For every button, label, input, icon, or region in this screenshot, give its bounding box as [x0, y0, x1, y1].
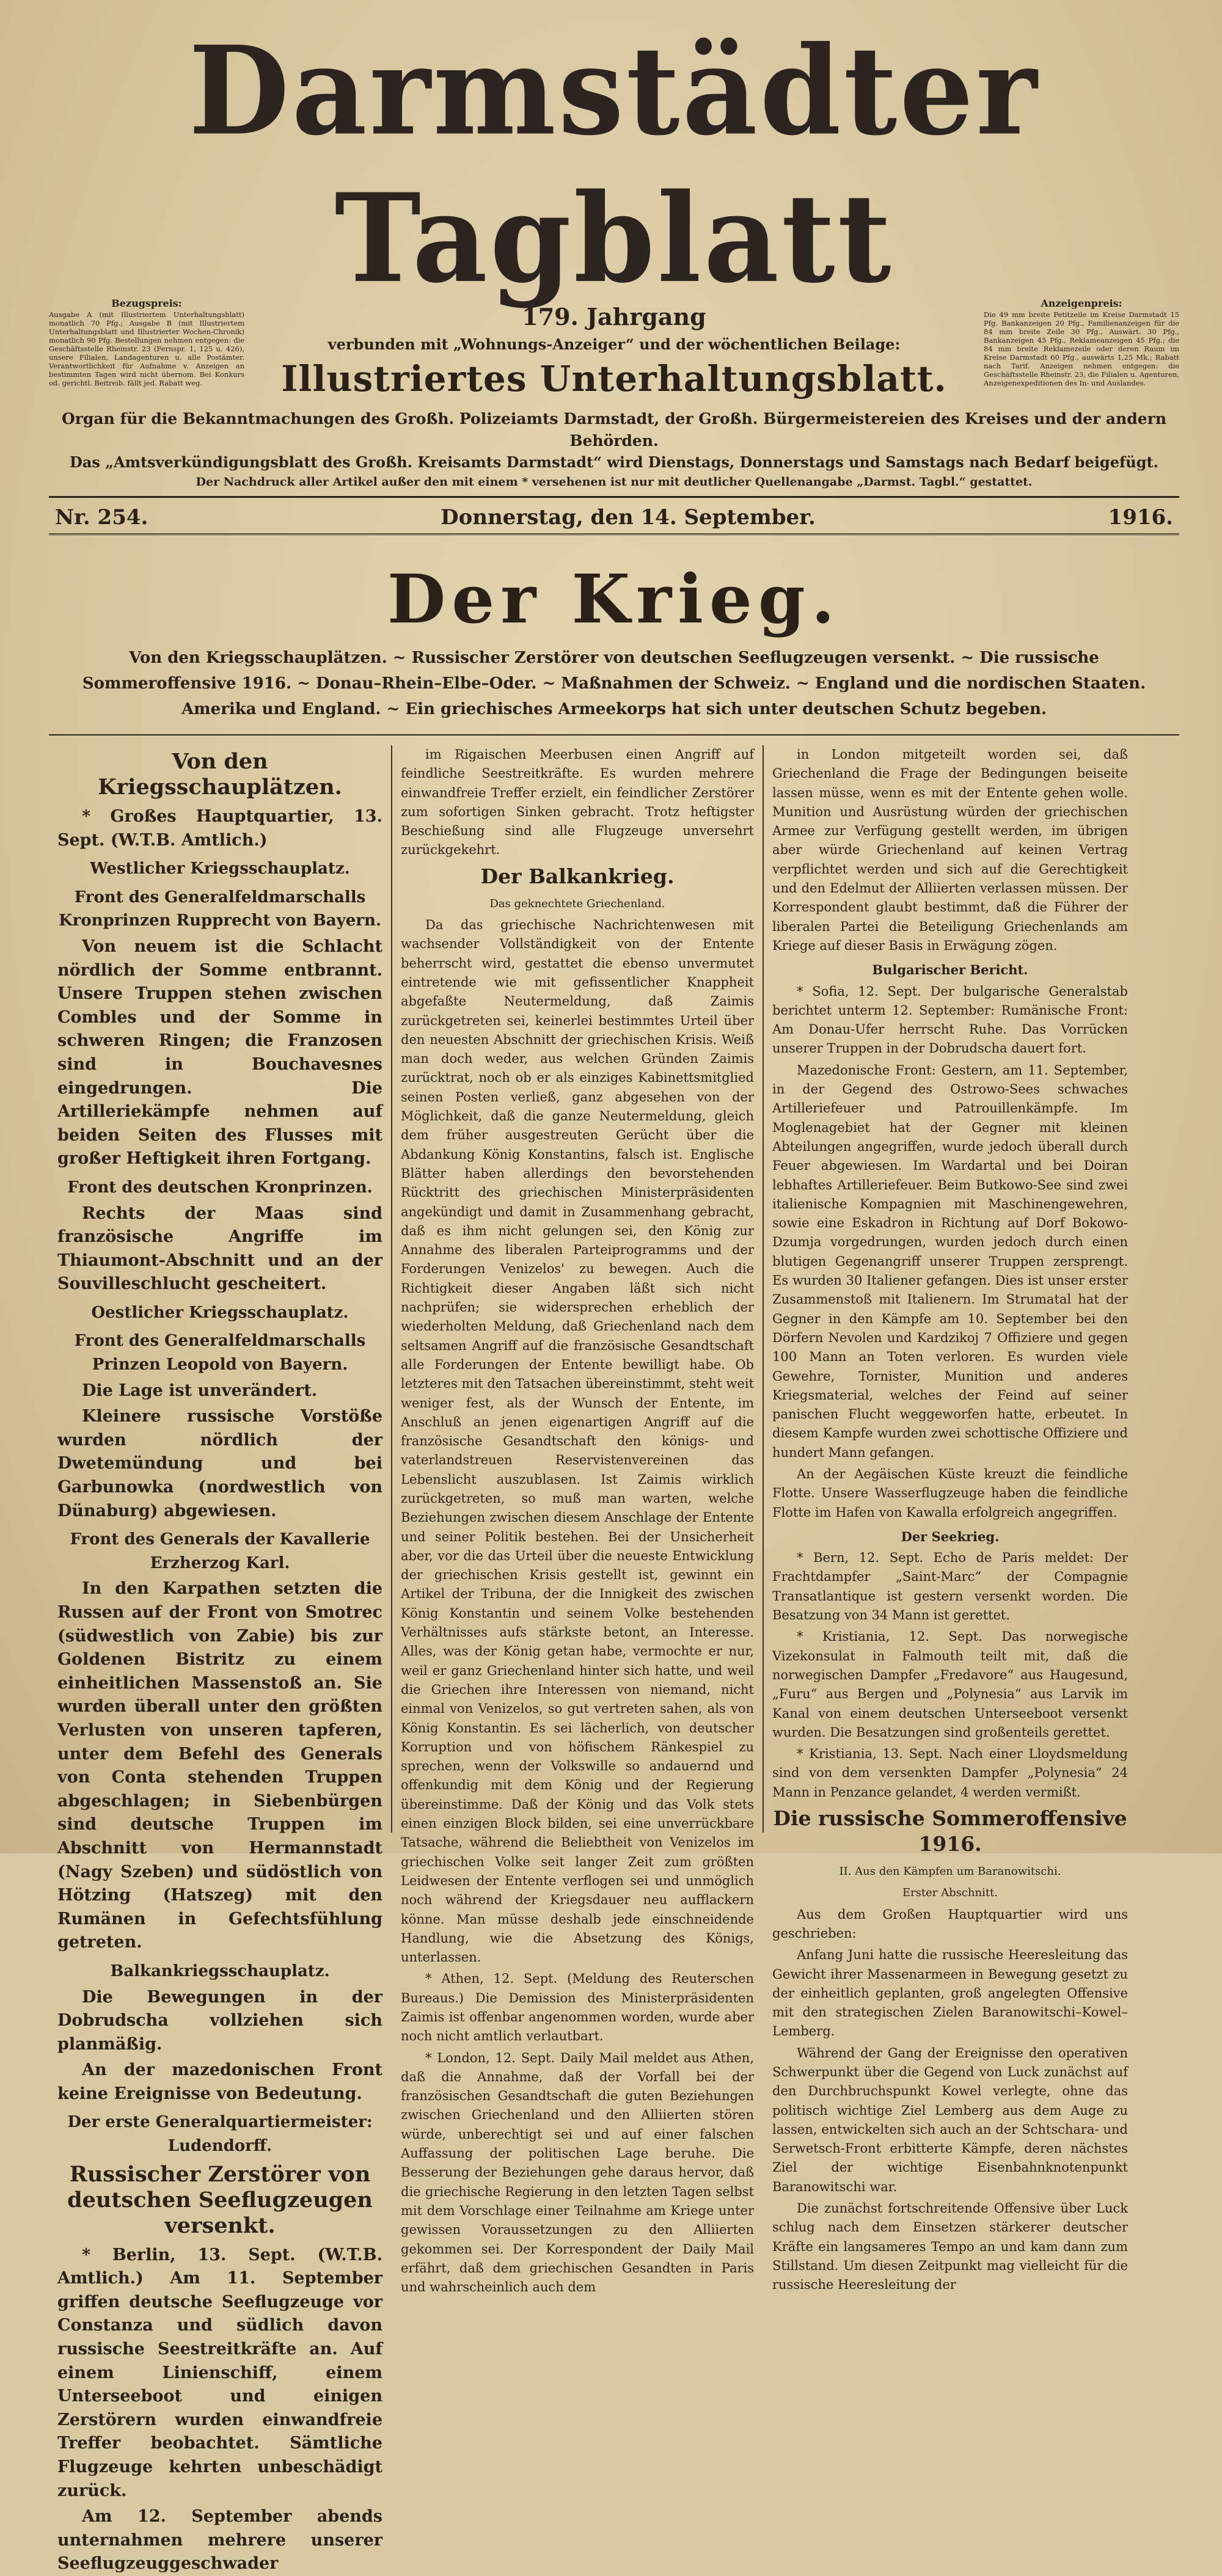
- newspaper-title: Darmstädter Tagblatt: [188, 19, 1040, 310]
- summary-rule: [49, 734, 1179, 735]
- subsection-heading: Front des Generalfeldmarschalls Kronprinzen Rupprecht von Bayern.: [59, 888, 381, 930]
- paragraph: Von neuem ist die Schlacht nördlich der Somme entbrannt. Unsere Truppen stehen zwischen Combles und der Somme in schweren Ringen; die Franzosen sind in Bouchavesnes eingedrungen. Die Artilleriekämpfe nehmen auf beiden Seiten des Flusses mit großer Heftigkeit ihren Fortgang.: [57, 936, 382, 1169]
- issue-date: Donnerstag, den 14. September.: [441, 505, 816, 530]
- subsection-heading: Front des deutschen Kronprinzen.: [67, 1178, 373, 1197]
- section-heading: Der Balkankrieg.: [480, 864, 675, 888]
- section-heading: Der Seekrieg.: [901, 1528, 1000, 1544]
- paragraph: * London, 12. Sept. Daily Mail meldet aus Athen, daß die Annahme, daß der Vorfall bei der französischen Gesandtschaft die guten Beziehungen zwischen Griechenland und den Alliierten stören würde, unberechtigt sei und auf einer falschen Auffassung der politischen Lage beruhe. Die Besserung der Beziehungen gehe daraus hervor, daß die griechische Regierung in den letzten Tagen selbst mit dem Vorschlage einer Teilnahme am Kriege unter gewissen Voraussetzungen zu den Alliierten gekommen sei. Der Korrespondent der Daily Mail erfährt, daß dem griechischen Gesandten in Paris und wahrscheinlich auch dem: [401, 2050, 754, 2295]
- bezugspreis-heading: Bezugspreis:: [111, 297, 182, 309]
- headline-summary: Von den Kriegsschauplätzen. ~ Russischer Zerstörer von deutschen Seeflugzeugen versenkt. ~ Die russische Sommeroffensive 1916. ~ Donau–Rhein–Elbe–Oder. ~ Maßnahmen der Schweiz. ~ England und die nordischen Staaten. Amerika und England. ~ Ein griechisches Armeekorps hat sich unter deutschen Schutz begeben.: [82, 649, 1146, 718]
- column-1: [49, 745, 391, 2574]
- issue-number: Nr. 254.: [55, 505, 148, 530]
- paragraph: * Großes Hauptquartier, 13. Sept. (W.T.B. Amtlich.): [57, 807, 382, 850]
- paragraph: An der Aegäischen Küste kreuzt die feindliche Flotte. Unsere Wasserflugzeuge haben die feindliche Flotte im Hafen von Kawalla erfolgreich angegriffen.: [772, 1466, 1128, 1520]
- paragraph: in London mitgeteilt worden sei, daß Griechenland die Frage der Bedingungen beiseite lassen müsse, wenn es mit der Entente gehen wolle. Munition und Ausrüstung würden der griechischen Armee zur Verfügung gestellt werden, im übrigen aber würde Griechenland auf keinen Vertrag verpflichtet werden und sich auf die Gerechtigkeit und den Edelmut der Alliierten verlassen müssen. Der Korrespondent glaubt bestimmt, daß die Führer der liberalen Partei die Beteiligung Griechenlands am Kriege auf dieser Basis in Erwägung zögen.: [772, 747, 1128, 953]
- anzeigenpreis-box: [984, 299, 1179, 387]
- paragraph: * Sofia, 12. Sept. Der bulgarische Generalstab berichtet unterm 12. September: Rumänische Front: Am Donau-Ufer herrscht Ruhe. Das Vorrücken unserer Truppen in der Dobrudscha dauert fort.: [772, 983, 1128, 1056]
- paragraph: Die Lage ist unverändert.: [82, 1381, 318, 1400]
- subheading: Erster Abschnitt.: [902, 1886, 998, 1900]
- article-columns: [49, 745, 1179, 2574]
- paragraph: * Kristiania, 13. Sept. Nach einer Lloydsmeldung sind von dem versenkten Dampfer „Polynesia“ 24 Mann in Penzance gelandet, 4 werden vermißt.: [772, 1746, 1128, 1800]
- paragraph: * Berlin, 13. Sept. (W.T.B. Amtlich.) Am 11. September griffen deutsche Seeflugzeuge vor Constanza und südlich davon russische Seestreitkräfte an. Auf einem Linienschiff, einem Unterseeboot und einigen Zerstörern wurden einwandfreie Treffer beobachtet. Sämtliche Flugzeuge kehrten unbeschädigt zurück.: [57, 2245, 382, 2500]
- anzeigenpreis-heading: Anzeigenpreis:: [1041, 297, 1122, 309]
- paragraph: Rechts der Maas sind französische Angriffe im Thiaumont-Abschnitt und an der Souvilleschlucht gescheitert.: [57, 1203, 382, 1294]
- section-heading: Von den Kriegsschauplätzen.: [98, 749, 342, 800]
- paragraph: Anfang Juni hatte die russische Heeresleitung das Gewicht ihrer Massenarmeen in Bewegung gesetzt zu der einheitlich geplanten, groß angelegten Offensive mit den strategischen Zielen Baranowitschi–Kowel–Lemberg.: [772, 1947, 1128, 2039]
- signature: Der erste Generalquartiermeister: Ludendorff.: [67, 2113, 373, 2156]
- subsection-heading: Front des Generals der Kavallerie Erzherzog Karl.: [70, 1530, 370, 1572]
- paragraph: Mazedonische Front: Gestern, am 11. September, in der Gegend des Ostrowo-Sees schwaches Artilleriefeuer und Patrouillenkämpfe. Im Moglenagebiet hat der Gegner mit kleinen Abteilungen angegriffen, wurde jedoch überall durch Feuer abgewiesen. Im Wardartal und bei Doiran lebhaftes Artilleriefeuer. Beim Butkowo-See sind zwei italienische Kompagnien mit Maschinengewehren, sowie eine Eskadron in Richtung auf Dorf Bokowo-Dzumja vorgedrungen, wurden jedoch durch einen blutigen Gegenangriff unserer Truppen zersprengt. Es wurden 30 Italiener gefangen. Dies ist unser erster Zusammenstoß mit Italienern. Im Strumatal hat der Gegner in den Kämpfe am 10. September bei den Dörfern Nevolen und Kardzikoj 7 Offiziere und gegen 100 Mann an Toten verloren. Es wurden viele Gewehre, Tornister, Munition und anderes Kriegsmaterial, welches der Feind auf seiner panischen Flucht weggeworfen hatte, erbeutet. In diesem Kampfe wurden zwei schottische Offiziere und hundert Mann gefangen.: [772, 1062, 1128, 1460]
- organ-line: Organ für die Bekanntmachungen des Großh. Polizeiamts Darmstadt, der Großh. Bürgermeistereien des Kreises und der andern Behörden.: [61, 410, 1167, 450]
- issue-year: 1916.: [1108, 505, 1173, 530]
- nachdruck-line: Der Nachdruck aller Artikel außer den mit einem * versehenen ist nur mit deutlicher Quellenangabe „Darmst. Tagbl.“ gestattet.: [196, 475, 1033, 489]
- jahrgang: 179. Jahrgang: [522, 303, 706, 330]
- masthead: [49, 19, 1179, 498]
- paragraph: Während der Gang der Ereignisse den operativen Schwerpunkt über die Gegend von Luck zunächst auf den Durchbruchspunkt Kowel verlegte, ohne das politisch wichtige Ziel Lemberg aus dem Auge zu lassen, entwickelten sich auch an der Schtschara- und Serwetsch-Front erbitterte Kämpfe, deren nächstes Ziel der wichtige Eisenbahnknotenpunkt Baranowitschi war.: [772, 2045, 1128, 2194]
- section-heading: Bulgarischer Bericht.: [872, 962, 1028, 978]
- section-heading: Die russische Sommeroffensive 1916.: [773, 1806, 1127, 1856]
- subsection-heading: Oestlicher Kriegsschauplatz.: [91, 1303, 349, 1322]
- masthead-center: [244, 299, 984, 400]
- paragraph: Die Bewegungen in der Dobrudscha vollziehen sich planmäßig.: [57, 1987, 382, 2054]
- beilage-title: Illustriertes Unterhaltungsblatt.: [281, 358, 947, 400]
- column-2: [391, 745, 763, 2295]
- subheading: Das geknechtete Griechenland.: [489, 897, 665, 910]
- headline-title: Der Krieg.: [387, 560, 841, 638]
- paragraph: Die zunächst fortschreitende Offensive über Luck schlug nach dem Einsetzen stärkerer deutscher Kräfte ein langsameres Tempo an und kam dann zum Stillstand. Um diesen Zeitpunkt mag vielleicht für die russische Heeresleitung der: [772, 2201, 1128, 2293]
- section-heading: Russischer Zerstörer von deutschen Seeflugzeugen versenkt.: [67, 2161, 373, 2238]
- bezugspreis-text: Ausgabe A (mit Illustriertem Unterhaltungsblatt) monatlich 70 Pfg.; Ausgabe B (mit Illustriertem Unterhaltungsblatt und Illustrierter Wochen-Chronik) monatlich 90 Pfg. Bestellungen nehmen entgegen: die Geschäftsstelle Rheinstr. 23 (Fernspr. 1, 125 u. 426), unsere Filialen, Landagenturen u. alle Postämter. Verantwortlichkeit für Aufnahme v. Anzeigen an bestimmten Tagen wird nicht übernom. Bei Konkurs od. gerichtl. Beitreib. fällt jed. Rabatt weg.: [49, 310, 244, 387]
- subheading: II. Aus den Kämpfen um Baranowitschi.: [839, 1865, 1061, 1878]
- paragraph: * Kristiania, 12. Sept. Das norwegische Vizekonsulat in Falmouth teilt mit, daß die norwegischen Dampfer „Fredavore“ aus Haugesund, „Furu“ aus Bergen und „Polynesia“ aus Larvik im Kanal von einem deutschen Unterseeboot versenkt wurden. Die Besatzungen sind großenteils gerettet.: [772, 1629, 1128, 1740]
- subsection-heading: Westlicher Kriegsschauplatz.: [90, 859, 350, 878]
- paragraph: Da das griechische Nachrichtenwesen mit wachsender Vollständigkeit von der Entente beherrscht wird, gestattet die ebenso unvermutet eintretende wie mit gefissentlicher Knappheit abgefaßte Neutermeldung, daß Zaimis zurückgetreten sei, keinerlei bestimmtes Urteil über den neuesten Abschnitt der griechischen Krisis. Weiß man doch weder, aus welchen Gründen Zaimis zurücktrat, noch ob er als einziges Kabinettsmitglied seinen Posten verließ, ganz abgesehen von der Möglichkeit, daß die ganze Neutermeldung, gleich dem früher ausgestreuten Gerücht über die Abdankung König Konstantins, falsch ist. Englische Blätter haben allerdings den bevorstehenden Rücktritt des griechischen Ministerpräsidenten angekündigt und damit in Zusammenhang gebracht, daß es ihm nicht gelungen sei, den König zur Annahme des liberalen Parteiprogramms und der Forderungen Venizelos' zu bewegen. Auch die Richtigkeit dieser Angaben läßt sich nicht nachprüfen; sie widersprechen erheblich der wiederholten Meldung, daß Griechenland nach dem seltsamen Angriff auf die französische Gesandtschaft alle Forderungen der Entente bewilligt habe. Ob letzteres mit den Tatsachen übereinstimmt, steht weit weniger fest, als der Wunsch der Entente, im Anschluß an jenen eigenartigen Angriff auf die französische Gesandtschaft den königs- und vaterlandstreuen Reservistenvereinen das Lebenslicht auszublasen. Ist Zaimis wirklich zurückgetreten, so muß man warten, welche Beziehungen zwischen diesem Anschlage der Entente und seiner Politik bestehen. Bei der Unsicherheit aber, vor die das Urteil über die neueste Entwicklung der griechischen Krisis gestellt ist, gewinnt ein Artikel der Tribuna, der die Innigkeit des zwischen König Konstantin und seinem Volke bestehenden Verhältnisses aufs stärkste betont, an Interesse. Alles, was der König getan habe, vermochte er nur, weil er ganz Griechenland hinter sich hatte, und weil die Griechen ihre Interessen von niemand, nicht einmal von Venizelos, so gut vertreten sahen, als von König Konstantin. Es sei lächerlich, von deutscher Korruption und von höfischem Ränkespiel zu sprechen, wenn der Volkswille so andauernd und offenkundig mit dem König und der Regierung übereinstimme. Daß der König und das Volk stets einen einzigen Block bilden, sei eine unverrückbare Tatsache, während die Beliebtheit von Venizelos im griechischen Volke seit langer Zeit zum größten Leidwesen der Entente verflogen sei und unmöglich noch während der Kriegsdauer neu aufflackern könne. Man müsse deshalb jede einschneidende Handlung, wie die Absetzung des Königs, unterlassen.: [401, 918, 754, 1965]
- paragraph: In den Karpathen setzten die Russen auf der Front von Smotrec (südwestlich von Zabie) bis zur Goldenen Bistritz zu einem einheitlichen Massenstoß an. Sie wurden überall unter den größten Verlusten von unseren tapferen, unter dem Befehl des Generals von Conta stehenden Truppen abgeschlagen; in Siebenbürgen sind deutsche Truppen im Abschnitt von Hermannstadt (Nagy Szeben) und südöstlich von Hötzing (Hatszeg) mit den Rumänen in Gefechtsfühlung getreten.: [57, 1579, 382, 1952]
- verbunden-line: verbunden mit „Wohnungs-Anzeiger“ und der wöchentlichen Beilage:: [327, 335, 901, 353]
- subsection-heading: Front des Generalfeldmarschalls Prinzen Leopold von Bayern.: [74, 1332, 366, 1374]
- paragraph: An der mazedonischen Front keine Ereignisse von Bedeutung.: [57, 2060, 382, 2103]
- paragraph: Kleinere russische Vorstöße wurden nördlich der Dwetemündung und bei Garbunowka (nordwestlich von Dünaburg) abgewiesen.: [57, 1407, 382, 1520]
- column-3: [763, 745, 1136, 2293]
- subsection-heading: Balkankriegsschauplatz.: [110, 1961, 330, 1980]
- paragraph: Aus dem Großen Hauptquartier wird uns geschrieben:: [772, 1906, 1128, 1941]
- amts-line: Das „Amtsverkündigungsblatt des Großh. Kreisamts Darmstadt“ wird Dienstags, Donnerstags und Samstags nach Bedarf beigefügt.: [70, 453, 1158, 471]
- paragraph: * Bern, 12. Sept. Echo de Paris meldet: Der Frachtdampfer „Saint-Marc“ der Compagnie Transatlantique ist gestern versenkt worden. Die Besatzung von 34 Mann ist gerettet.: [772, 1550, 1128, 1623]
- paragraph: Am 12. September abends unternahmen mehrere unserer Seeflugzeuggeschwader: [57, 2507, 382, 2574]
- paragraph: im Rigaischen Meerbusen einen Angriff auf feindliche Seestreitkräfte. Es wurden mehrere einwandfreie Treffer erzielt, ein feindlicher Zerstörer zum sofortigen Sinken gebracht. Trotz heftigster Beschießung sind alle Flugzeuge unversehrt zurückgekehrt.: [401, 747, 754, 858]
- anzeigenpreis-text: Die 49 mm breite Petitzeile im Kreise Darmstadt 15 Pfg. Bankanzeigen 20 Pfg., Familienanzeigen für die 84 mm breite Zeile 30 Pfg., Auswärt. 30 Pfg., Bankanzeigen 45 Pfg., Reklameanzeigen 45 Pfg.; die 84 mm breite Reklamezeile oder deren Raum im Kreise Darmstadt 60 Pfg., auswärts 1,25 Mk.; Rabatt nach Tarif. Anzeigen nehmen entgegen: die Geschäftsstelle Rheinstr. 23, die Filialen u. Agenturen, Anzeigenexpeditionen des In- und Auslandes.: [984, 310, 1179, 387]
- dateline: [49, 498, 1179, 535]
- bezugspreis-box: [49, 299, 244, 387]
- paragraph: * Athen, 12. Sept. (Meldung des Reuterschen Bureaus.) Die Demission des Ministerpräsidenten Zaimis ist offenbar angenommen worden, wurde aber noch nicht amtlich verlautbart.: [401, 1971, 754, 2044]
- masthead-info-row: [49, 299, 1179, 400]
